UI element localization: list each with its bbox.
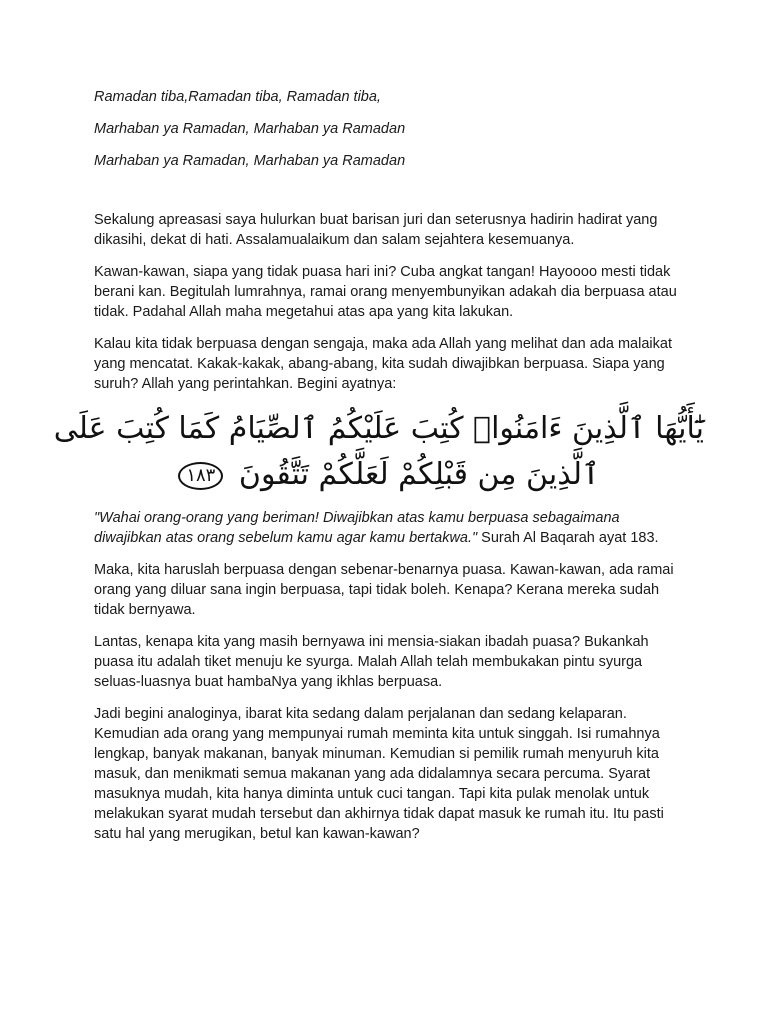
paragraph-ticket-to-heaven: Lantas, kenapa kita yang masih bernyawa ini mensia-siakan ibadah puasa? Bukankah puasa itu adalah tiket menuju ke syurga. Malah Allah telah membukakan pintu syurga seluas-luasnya buat hambaNya yang ikhlas berpuasa. [94,634,649,690]
paragraph-question: Kawan-kawan, siapa yang tidak puasa hari ini? Cuba angkat tangan! Hayoooo mesti tidak berani kan. Begitulah lumrahnya, ramai orang menyembunyikan adakah dia berpuasa atau tidak. Padahal Allah maha megetahui atas apa yang kita lakukan. [94,264,677,320]
quran-verse-line-2: ٱلَّذِينَ مِن قَبْلِكُمْ لَعَلَّكُمْ تَتَّقُونَ [238,457,600,492]
ayah-number-marker: ١٨٣ [178,462,223,490]
paragraph-must-fast: Maka, kita haruslah berpuasa dengan sebenar-benarnya puasa. Kawan-kawan, ada ramai orang yang diluar sana ingin berpuasa, tapi tidak boleh. Kenapa? Kerana mereka sudah tidak bernyawa. [94,562,674,618]
quran-verse-line-2-wrap [74,452,704,498]
paragraph-obligation: Kalau kita tidak berpuasa dengan sengaja, maka ada Allah yang melihat dan ada malaikat yang mencatat. Kakak-kakak, abang-abang, kita sudah diwajibkan berpuasa. Siapa yang suruh? Allah yang perintahkan. Begini ayatnya: [94,336,672,392]
quran-verse-line-1: يَٰٓأَيُّهَا ٱلَّذِينَ ءَامَنُوا۟ كُتِبَ عَلَيْكُمُ ٱلصِّيَامُ كَمَا كُتِبَ عَلَى [53,411,704,446]
translation-text: "Wahai orang-orang yang beriman! Diwajibkan atas kamu berpuasa sebagaimana diwajibkan atas orang sebelum kamu agar kamu bertakwa." [94,510,620,546]
paragraph-greeting: Sekalung apreasasi saya hulurkan buat barisan juri dan seterusnya hadirin hadirat yang dikasihi, dekat di hati. Assalamualaikum dan salam sejahtera kesemuanya. [94,212,658,248]
intro-verse [94,88,684,170]
quran-verse [53,406,704,498]
paragraph-analogy: Jadi begini analoginya, ibarat kita sedang dalam perjalanan dan sedang kelaparan. Kemudian ada orang yang mempunyai rumah meminta kita untuk singgah. Isi rumahnya lengkap, banyak makanan, banyak minuman. Kemudian si pemilik rumah menyuruh kita masuk, dan menikmati semua makanan yang ada didalamnya secara percuma. Syarat masuknya mudah, kita hanya diminta untuk cuci tangan. Tapi kita pulak menolak untuk melakukan syarat mudah tersebut dan akhirnya tidak dapat masuk ke rumah itu. Itu pasti satu hal yang merugikan, betul kan kawan-kawan? [94,706,664,842]
intro-line-3: Marhaban ya Ramadan, Marhaban ya Ramadan [94,153,406,169]
verse-reference: Surah Al Baqarah ayat 183. [477,530,659,546]
intro-line-2: Marhaban ya Ramadan, Marhaban ya Ramadan [94,121,406,137]
intro-line-1: Ramadan tiba,Ramadan tiba, Ramadan tiba, [94,89,381,105]
verse-translation [94,508,684,548]
document-page [53,88,704,856]
